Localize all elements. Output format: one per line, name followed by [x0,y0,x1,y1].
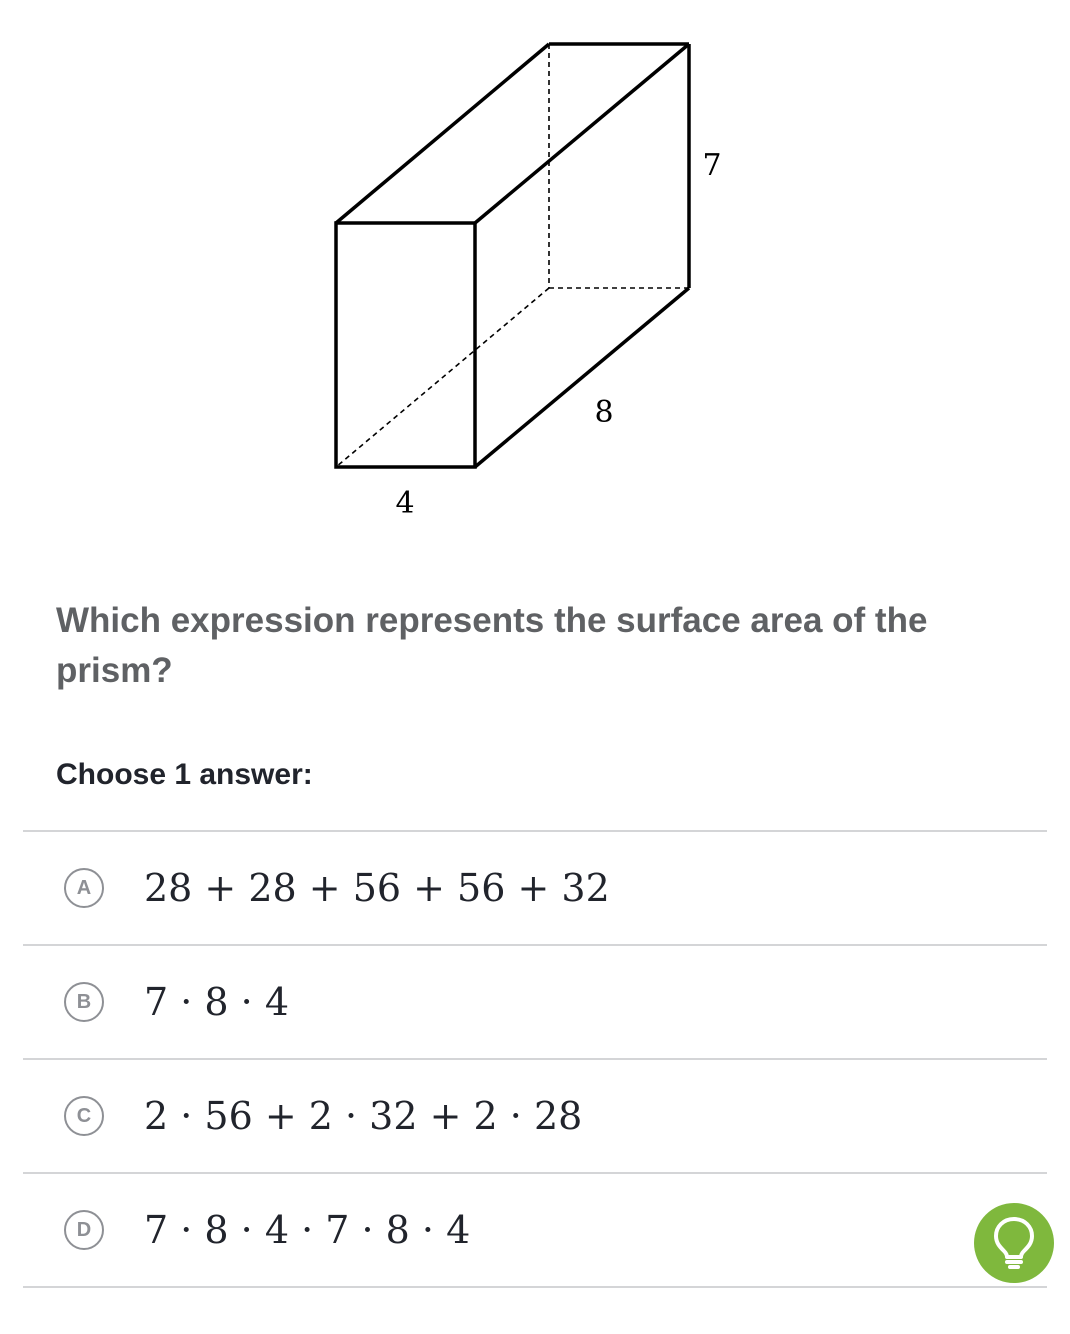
choice-a[interactable] [23,832,1047,946]
height-label: 7 [702,148,722,183]
choice-c-bubble[interactable]: C [64,1096,104,1136]
choice-d-bubble[interactable]: D [64,1210,104,1250]
choice-d[interactable] [23,1174,1047,1288]
hint-button[interactable] [974,1203,1054,1283]
answer-choices [23,830,1047,1288]
choice-b-bubble[interactable]: B [64,982,104,1022]
prism-figure [0,0,1070,540]
choose-label: Choose 1 answer: [56,758,313,791]
choice-c-expression: 2 · 56 + 2 · 32 + 2 · 28 [144,1094,583,1138]
rectangular-prism-diagram [0,0,1070,540]
visible-edges [336,44,689,467]
question-text: Which expression represents the surface area of the prism? [56,601,928,690]
choice-b[interactable] [23,946,1047,1060]
hidden-edges [336,44,689,467]
choice-c[interactable] [23,1060,1047,1174]
choice-a-expression: 28 + 28 + 56 + 56 + 32 [144,866,610,910]
lightbulb-icon [992,1216,1036,1270]
width-label: 4 [395,486,415,521]
choice-b-expression: 7 · 8 · 4 [144,980,290,1024]
depth-label: 8 [594,395,614,430]
choice-d-expression: 7 · 8 · 4 · 7 · 8 · 4 [144,1208,471,1252]
choice-a-bubble[interactable]: A [64,868,104,908]
